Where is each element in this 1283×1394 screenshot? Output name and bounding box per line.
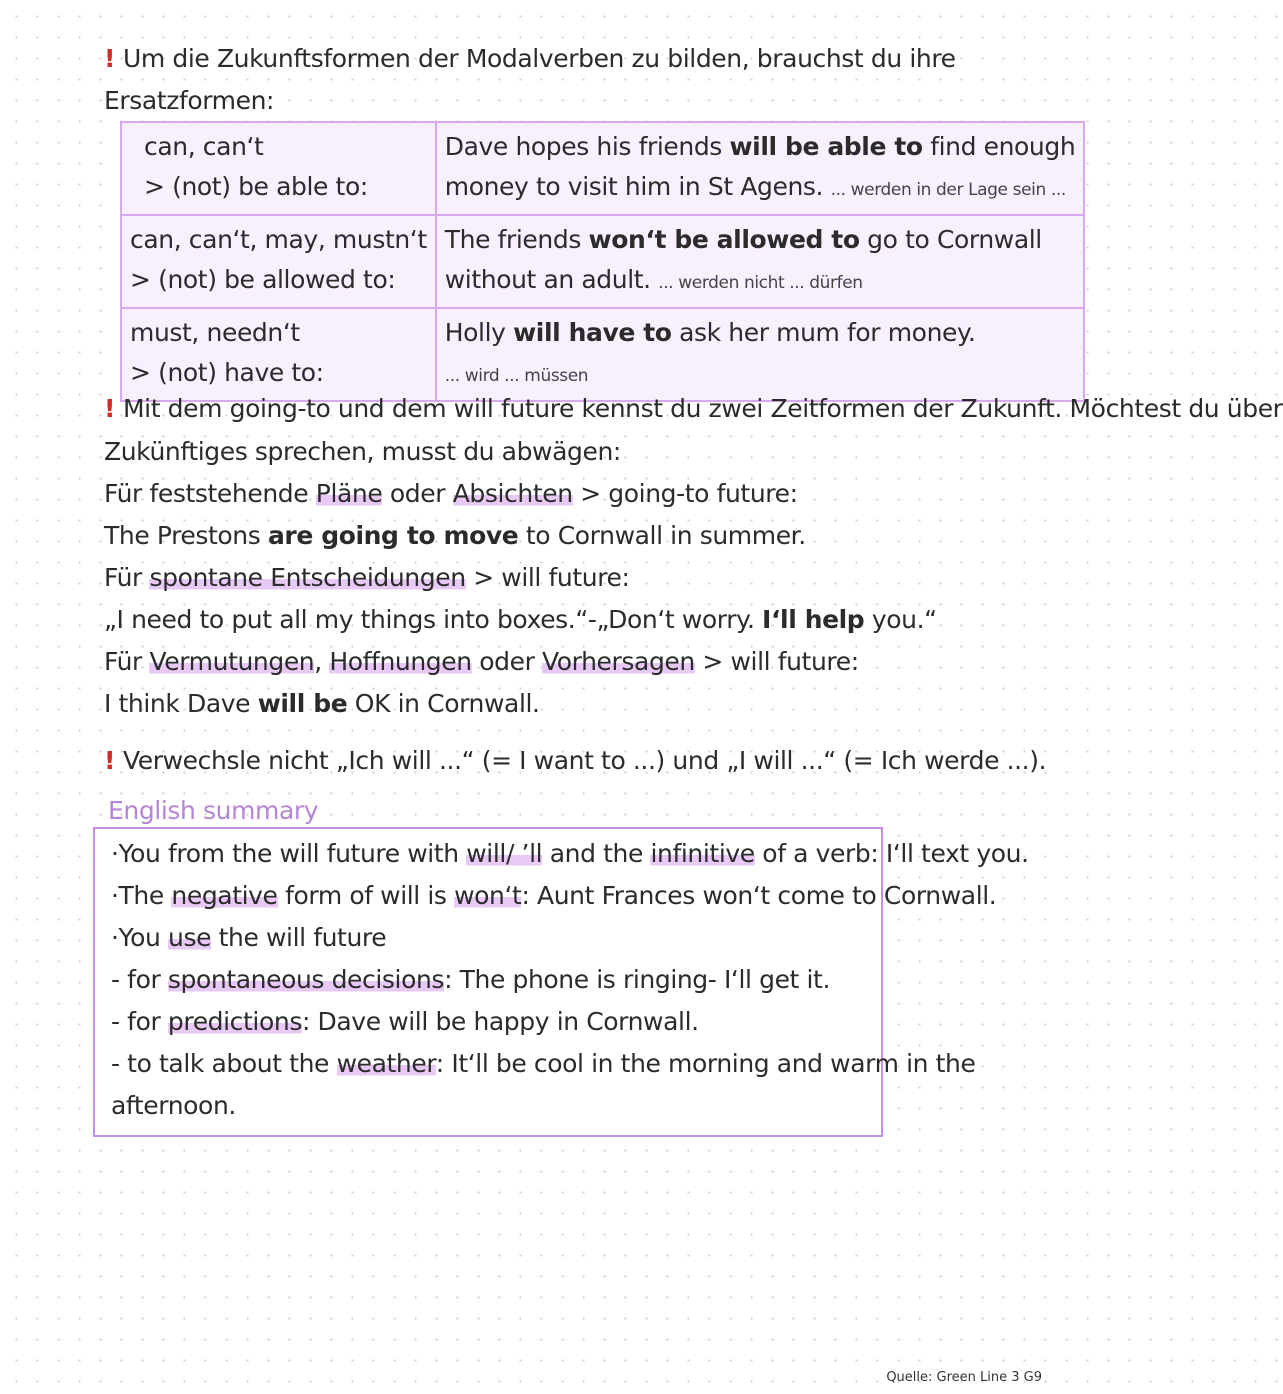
summary-line-3: ·You use the will future <box>111 923 387 952</box>
intro-line-2: Ersatzformen: <box>104 86 275 115</box>
futures-line-4: The Prestons are going to move to Cornwall in summer. <box>104 521 806 550</box>
summary-line-2: ·The negative form of will is won‘t: Aunt Frances won‘t come to Cornwall. <box>111 881 997 910</box>
source-credit: Quelle: Green Line 3 G9 <box>886 1370 1042 1385</box>
translation-note: ... wird ... müssen <box>444 366 589 386</box>
translation-note: ... werden nicht ... dürfen <box>658 273 863 293</box>
summary-line-4: - for spontaneous decisions: The phone is ringing- I‘ll get it. <box>111 965 830 994</box>
table-cell-right: The friends won‘t be allowed to go to Cornwall without an adult. ... werden nicht ... dürfen <box>436 215 1085 308</box>
exclamation-icon: ! <box>104 746 116 775</box>
table-cell-left: can, can‘t > (not) be able to: <box>121 122 436 215</box>
table-row <box>121 122 1084 215</box>
modal-verbs-table <box>120 121 1085 402</box>
futures-line-7: Für Vermutungen, Hoffnungen oder Vorhersagen > will future: <box>104 647 859 676</box>
table-row <box>121 308 1084 401</box>
warning-line: ! Verwechsle nicht „Ich will ...“ (= I want to ...) und „I will ...“ (= Ich werde ...). <box>104 746 1047 775</box>
table-cell-right: Dave hopes his friends will be able to find enough money to visit him in St Agens. ... werden in der Lage sein ... <box>436 122 1085 215</box>
summary-line-6: - to talk about the weather: It‘ll be cool in the morning and warm in the <box>111 1049 976 1078</box>
futures-line-8: I think Dave will be OK in Cornwall. <box>104 689 540 718</box>
summary-line-5: - for predictions: Dave will be happy in Cornwall. <box>111 1007 699 1036</box>
exclamation-icon: ! <box>104 394 116 423</box>
intro-line-1: ! Um die Zukunftsformen der Modalverben zu bilden, brauchst du ihre <box>104 44 956 73</box>
table-cell-left: must, needn‘t > (not) have to: <box>121 308 436 401</box>
summary-title: English summary <box>108 796 319 825</box>
summary-line-7: afternoon. <box>111 1091 236 1120</box>
summary-line-1: ·You from the will future with will/ ’ll and the infinitive of a verb: I‘ll text you. <box>111 839 1029 868</box>
table-row <box>121 215 1084 308</box>
table-cell-right: Holly will have to ask her mum for money. ... wird ... müssen <box>436 308 1085 401</box>
futures-line-3: Für feststehende Pläne oder Absichten > going-to future: <box>104 479 798 508</box>
futures-line-5: Für spontane Entscheidungen > will future: <box>104 563 630 592</box>
summary-box <box>93 827 1029 1137</box>
futures-line-1: ! Mit dem going-to und dem will future kennst du zwei Zeitformen der Zukunft. Möchtest du über <box>104 394 1283 423</box>
futures-line-2: Zukünftiges sprechen, musst du abwägen: <box>104 437 621 466</box>
exclamation-icon: ! <box>104 44 116 73</box>
table-cell-left: can, can‘t, may, mustn‘t > (not) be allowed to: <box>121 215 436 308</box>
futures-line-6: „I need to put all my things into boxes.“-„Don‘t worry. I‘ll help you.“ <box>104 605 937 634</box>
translation-note: ... werden in der Lage sein ... <box>830 180 1066 200</box>
